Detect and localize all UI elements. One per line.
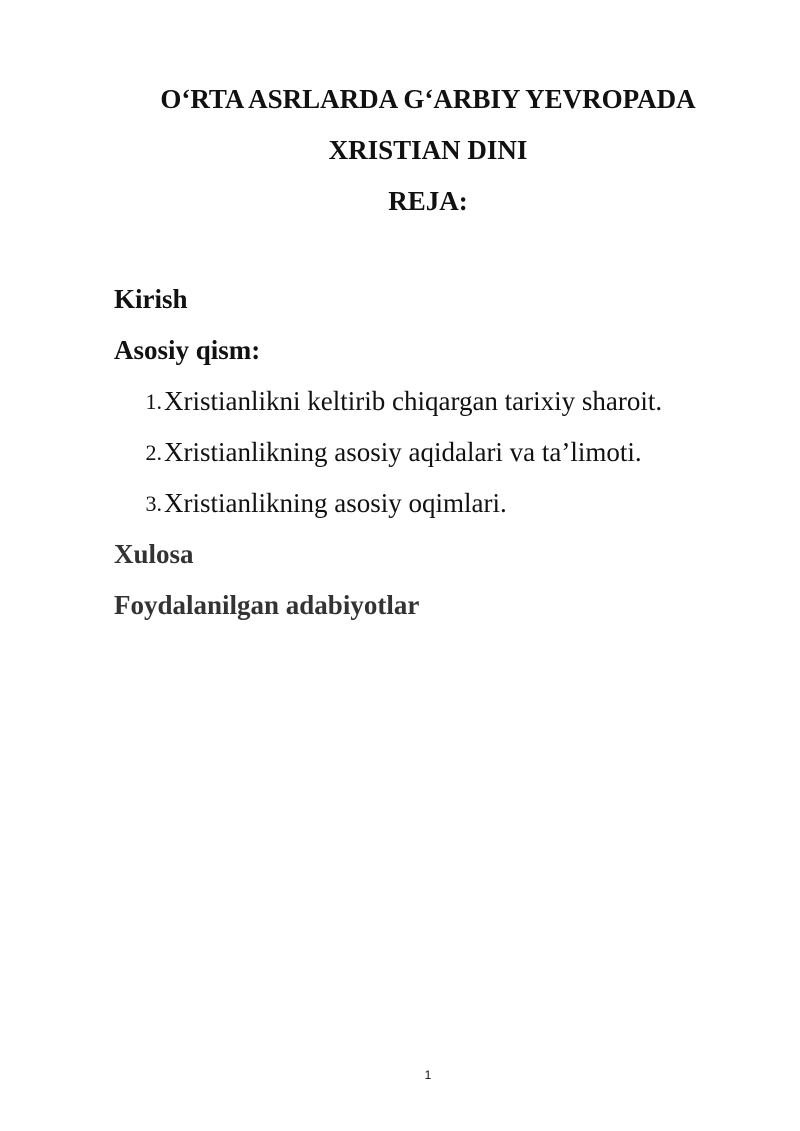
- plan-heading: REJA:: [388, 186, 468, 216]
- list-item-number: 2.: [145, 440, 162, 465]
- references-heading: Foydalanilgan adabiyotlar: [114, 590, 420, 620]
- list-item: [114, 376, 774, 427]
- conclusion-heading: Xulosa: [114, 539, 194, 569]
- list-item-text: Xristianlikni keltirib chiqargan tarixiy sharoit.: [164, 386, 663, 416]
- list-item: [114, 478, 774, 529]
- list-item: [114, 427, 774, 478]
- list-item-number: 3.: [145, 491, 162, 516]
- plan-outline: [114, 274, 774, 631]
- list-item-number: 1.: [145, 389, 162, 414]
- document-title: [0, 74, 800, 227]
- title-line-2: XRISTIAN DINI: [328, 135, 528, 165]
- main-part-heading: Asosiy qism:: [114, 335, 261, 365]
- list-item-text: Xristianlikning asosiy aqidalari va ta’limoti.: [164, 437, 642, 467]
- page-number: 1: [424, 1068, 432, 1082]
- main-part-list: [114, 376, 774, 529]
- list-item-text: Xristianlikning asosiy oqimlari.: [164, 488, 507, 518]
- title-line-1: O‘RTA ASRLARDA G‘ARBIY YEVROPADA: [160, 84, 696, 114]
- intro-heading: Kirish: [114, 284, 188, 314]
